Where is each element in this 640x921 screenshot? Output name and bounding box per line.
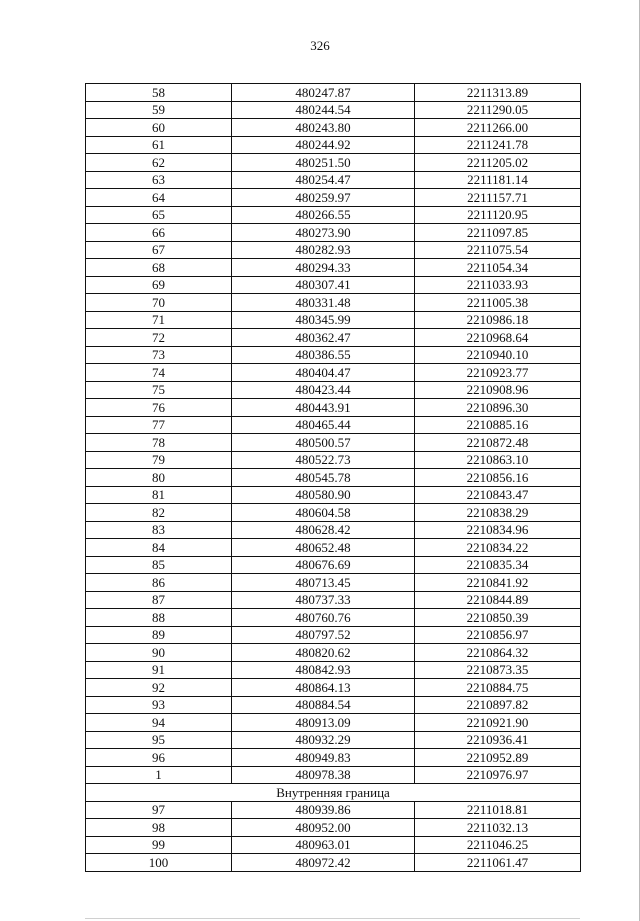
y-coordinate-cell: 2210873.35 [415, 661, 581, 679]
x-coordinate-cell: 480259.97 [232, 189, 415, 207]
y-coordinate-cell: 2210863.10 [415, 451, 581, 469]
table-row [86, 206, 581, 224]
point-number-cell: 73 [86, 346, 232, 364]
table-row [86, 224, 581, 242]
outer-boundary-rows [86, 84, 581, 784]
x-coordinate-cell: 480307.41 [232, 276, 415, 294]
point-number-cell: 74 [86, 364, 232, 382]
point-number-cell: 92 [86, 679, 232, 697]
point-number-cell: 70 [86, 294, 232, 312]
point-number-cell: 77 [86, 416, 232, 434]
section-row [86, 784, 581, 802]
point-number-cell: 61 [86, 136, 232, 154]
y-coordinate-cell: 2210864.32 [415, 644, 581, 662]
x-coordinate-cell: 480932.29 [232, 731, 415, 749]
table-row [86, 469, 581, 487]
y-coordinate-cell: 2211120.95 [415, 206, 581, 224]
y-coordinate-cell: 2210952.89 [415, 749, 581, 767]
y-coordinate-cell: 2210885.16 [415, 416, 581, 434]
inner-boundary-rows [86, 801, 581, 871]
point-number-cell: 62 [86, 154, 232, 172]
table-row [86, 329, 581, 347]
point-number-cell: 63 [86, 171, 232, 189]
x-coordinate-cell: 480949.83 [232, 749, 415, 767]
x-coordinate-cell: 480820.62 [232, 644, 415, 662]
x-coordinate-cell: 480628.42 [232, 521, 415, 539]
y-coordinate-cell: 2210908.96 [415, 381, 581, 399]
x-coordinate-cell: 480676.69 [232, 556, 415, 574]
table-row [86, 714, 581, 732]
point-number-cell: 82 [86, 504, 232, 522]
table-row [86, 136, 581, 154]
table-row [86, 189, 581, 207]
y-coordinate-cell: 2210841.92 [415, 574, 581, 592]
y-coordinate-cell: 2211054.34 [415, 259, 581, 277]
x-coordinate-cell: 480266.55 [232, 206, 415, 224]
x-coordinate-cell: 480652.48 [232, 539, 415, 557]
y-coordinate-cell: 2210897.82 [415, 696, 581, 714]
coordinates-table [85, 83, 581, 872]
x-coordinate-cell: 480545.78 [232, 469, 415, 487]
point-number-cell: 87 [86, 591, 232, 609]
table-row [86, 539, 581, 557]
x-coordinate-cell: 480797.52 [232, 626, 415, 644]
x-coordinate-cell: 480842.93 [232, 661, 415, 679]
point-number-cell: 88 [86, 609, 232, 627]
y-coordinate-cell: 2211075.54 [415, 241, 581, 259]
point-number-cell: 90 [86, 644, 232, 662]
point-number-cell: 64 [86, 189, 232, 207]
x-coordinate-cell: 480345.99 [232, 311, 415, 329]
point-number-cell: 93 [86, 696, 232, 714]
table-row [86, 381, 581, 399]
x-coordinate-cell: 480294.33 [232, 259, 415, 277]
x-coordinate-cell: 480465.44 [232, 416, 415, 434]
table-row [86, 154, 581, 172]
x-coordinate-cell: 480243.80 [232, 119, 415, 137]
x-coordinate-cell: 480760.76 [232, 609, 415, 627]
point-number-cell: 95 [86, 731, 232, 749]
point-number-cell: 69 [86, 276, 232, 294]
x-coordinate-cell: 480386.55 [232, 346, 415, 364]
point-number-cell: 72 [86, 329, 232, 347]
x-coordinate-cell: 480963.01 [232, 836, 415, 854]
table-row [86, 311, 581, 329]
y-coordinate-cell: 2211241.78 [415, 136, 581, 154]
point-number-cell: 66 [86, 224, 232, 242]
point-number-cell: 86 [86, 574, 232, 592]
point-number-cell: 81 [86, 486, 232, 504]
y-coordinate-cell: 2211205.02 [415, 154, 581, 172]
x-coordinate-cell: 480737.33 [232, 591, 415, 609]
point-number-cell: 71 [86, 311, 232, 329]
table-row [86, 696, 581, 714]
table-row [86, 84, 581, 102]
x-coordinate-cell: 480972.42 [232, 854, 415, 872]
x-coordinate-cell: 480247.87 [232, 84, 415, 102]
y-coordinate-cell: 2210844.89 [415, 591, 581, 609]
point-number-cell: 68 [86, 259, 232, 277]
table-row [86, 486, 581, 504]
table-row [86, 609, 581, 627]
point-number-cell: 76 [86, 399, 232, 417]
table-row [86, 644, 581, 662]
point-number-cell: 84 [86, 539, 232, 557]
table-row [86, 451, 581, 469]
table-row [86, 171, 581, 189]
y-coordinate-cell: 2211266.00 [415, 119, 581, 137]
point-number-cell: 98 [86, 819, 232, 837]
table-row [86, 801, 581, 819]
y-coordinate-cell: 2211033.93 [415, 276, 581, 294]
y-coordinate-cell: 2210940.10 [415, 346, 581, 364]
table-row [86, 591, 581, 609]
table-row [86, 276, 581, 294]
point-number-cell: 80 [86, 469, 232, 487]
point-number-cell: 97 [86, 801, 232, 819]
x-coordinate-cell: 480713.45 [232, 574, 415, 592]
x-coordinate-cell: 480423.44 [232, 381, 415, 399]
table-row [86, 434, 581, 452]
point-number-cell: 83 [86, 521, 232, 539]
x-coordinate-cell: 480443.91 [232, 399, 415, 417]
y-coordinate-cell: 2210896.30 [415, 399, 581, 417]
table-row [86, 626, 581, 644]
x-coordinate-cell: 480978.38 [232, 766, 415, 784]
y-coordinate-cell: 2211157.71 [415, 189, 581, 207]
table-row [86, 819, 581, 837]
point-number-cell: 67 [86, 241, 232, 259]
y-coordinate-cell: 2211097.85 [415, 224, 581, 242]
page-number: 326 [310, 38, 330, 53]
point-number-cell: 89 [86, 626, 232, 644]
y-coordinate-cell: 2211032.13 [415, 819, 581, 837]
point-number-cell: 59 [86, 101, 232, 119]
x-coordinate-cell: 480244.92 [232, 136, 415, 154]
y-coordinate-cell: 2210834.22 [415, 539, 581, 557]
y-coordinate-cell: 2211061.47 [415, 854, 581, 872]
y-coordinate-cell: 2210872.48 [415, 434, 581, 452]
table-row [86, 574, 581, 592]
x-coordinate-cell: 480331.48 [232, 294, 415, 312]
point-number-cell: 85 [86, 556, 232, 574]
table-row [86, 766, 581, 784]
y-coordinate-cell: 2210843.47 [415, 486, 581, 504]
table-row [86, 521, 581, 539]
x-coordinate-cell: 480273.90 [232, 224, 415, 242]
x-coordinate-cell: 480500.57 [232, 434, 415, 452]
table-row [86, 731, 581, 749]
table-row [86, 364, 581, 382]
y-coordinate-cell: 2210856.16 [415, 469, 581, 487]
table-row [86, 416, 581, 434]
y-coordinate-cell: 2210923.77 [415, 364, 581, 382]
point-number-cell: 1 [86, 766, 232, 784]
point-number-cell: 99 [86, 836, 232, 854]
section-label: Внутренняя граница [86, 784, 581, 802]
point-number-cell: 60 [86, 119, 232, 137]
y-coordinate-cell: 2210834.96 [415, 521, 581, 539]
x-coordinate-cell: 480244.54 [232, 101, 415, 119]
table-row [86, 346, 581, 364]
y-coordinate-cell: 2211046.25 [415, 836, 581, 854]
table-row [86, 259, 581, 277]
y-coordinate-cell: 2210856.97 [415, 626, 581, 644]
x-coordinate-cell: 480952.00 [232, 819, 415, 837]
y-coordinate-cell: 2210968.64 [415, 329, 581, 347]
y-coordinate-cell: 2210921.90 [415, 714, 581, 732]
table-row [86, 661, 581, 679]
y-coordinate-cell: 2210835.34 [415, 556, 581, 574]
x-coordinate-cell: 480282.93 [232, 241, 415, 259]
table-row [86, 294, 581, 312]
y-coordinate-cell: 2211313.89 [415, 84, 581, 102]
table-row [86, 241, 581, 259]
point-number-cell: 58 [86, 84, 232, 102]
y-coordinate-cell: 2210884.75 [415, 679, 581, 697]
table-row [86, 504, 581, 522]
table-row [86, 854, 581, 872]
table-row [86, 679, 581, 697]
x-coordinate-cell: 480884.54 [232, 696, 415, 714]
x-coordinate-cell: 480580.90 [232, 486, 415, 504]
x-coordinate-cell: 480913.09 [232, 714, 415, 732]
point-number-cell: 94 [86, 714, 232, 732]
x-coordinate-cell: 480604.58 [232, 504, 415, 522]
point-number-cell: 96 [86, 749, 232, 767]
y-coordinate-cell: 2211018.81 [415, 801, 581, 819]
point-number-cell: 75 [86, 381, 232, 399]
point-number-cell: 100 [86, 854, 232, 872]
table-row [86, 749, 581, 767]
y-coordinate-cell: 2211181.14 [415, 171, 581, 189]
table-row [86, 101, 581, 119]
point-number-cell: 78 [86, 434, 232, 452]
y-coordinate-cell: 2210986.18 [415, 311, 581, 329]
table-row [86, 119, 581, 137]
y-coordinate-cell: 2210936.41 [415, 731, 581, 749]
x-coordinate-cell: 480251.50 [232, 154, 415, 172]
scan-bottom-line [85, 918, 580, 919]
x-coordinate-cell: 480404.47 [232, 364, 415, 382]
x-coordinate-cell: 480939.86 [232, 801, 415, 819]
point-number-cell: 79 [86, 451, 232, 469]
x-coordinate-cell: 480254.47 [232, 171, 415, 189]
table-row [86, 836, 581, 854]
y-coordinate-cell: 2211290.05 [415, 101, 581, 119]
point-number-cell: 65 [86, 206, 232, 224]
section-header [86, 784, 581, 802]
table-row [86, 556, 581, 574]
table-row [86, 399, 581, 417]
x-coordinate-cell: 480522.73 [232, 451, 415, 469]
point-number-cell: 91 [86, 661, 232, 679]
y-coordinate-cell: 2210838.29 [415, 504, 581, 522]
y-coordinate-cell: 2211005.38 [415, 294, 581, 312]
x-coordinate-cell: 480362.47 [232, 329, 415, 347]
y-coordinate-cell: 2210976.97 [415, 766, 581, 784]
x-coordinate-cell: 480864.13 [232, 679, 415, 697]
y-coordinate-cell: 2210850.39 [415, 609, 581, 627]
